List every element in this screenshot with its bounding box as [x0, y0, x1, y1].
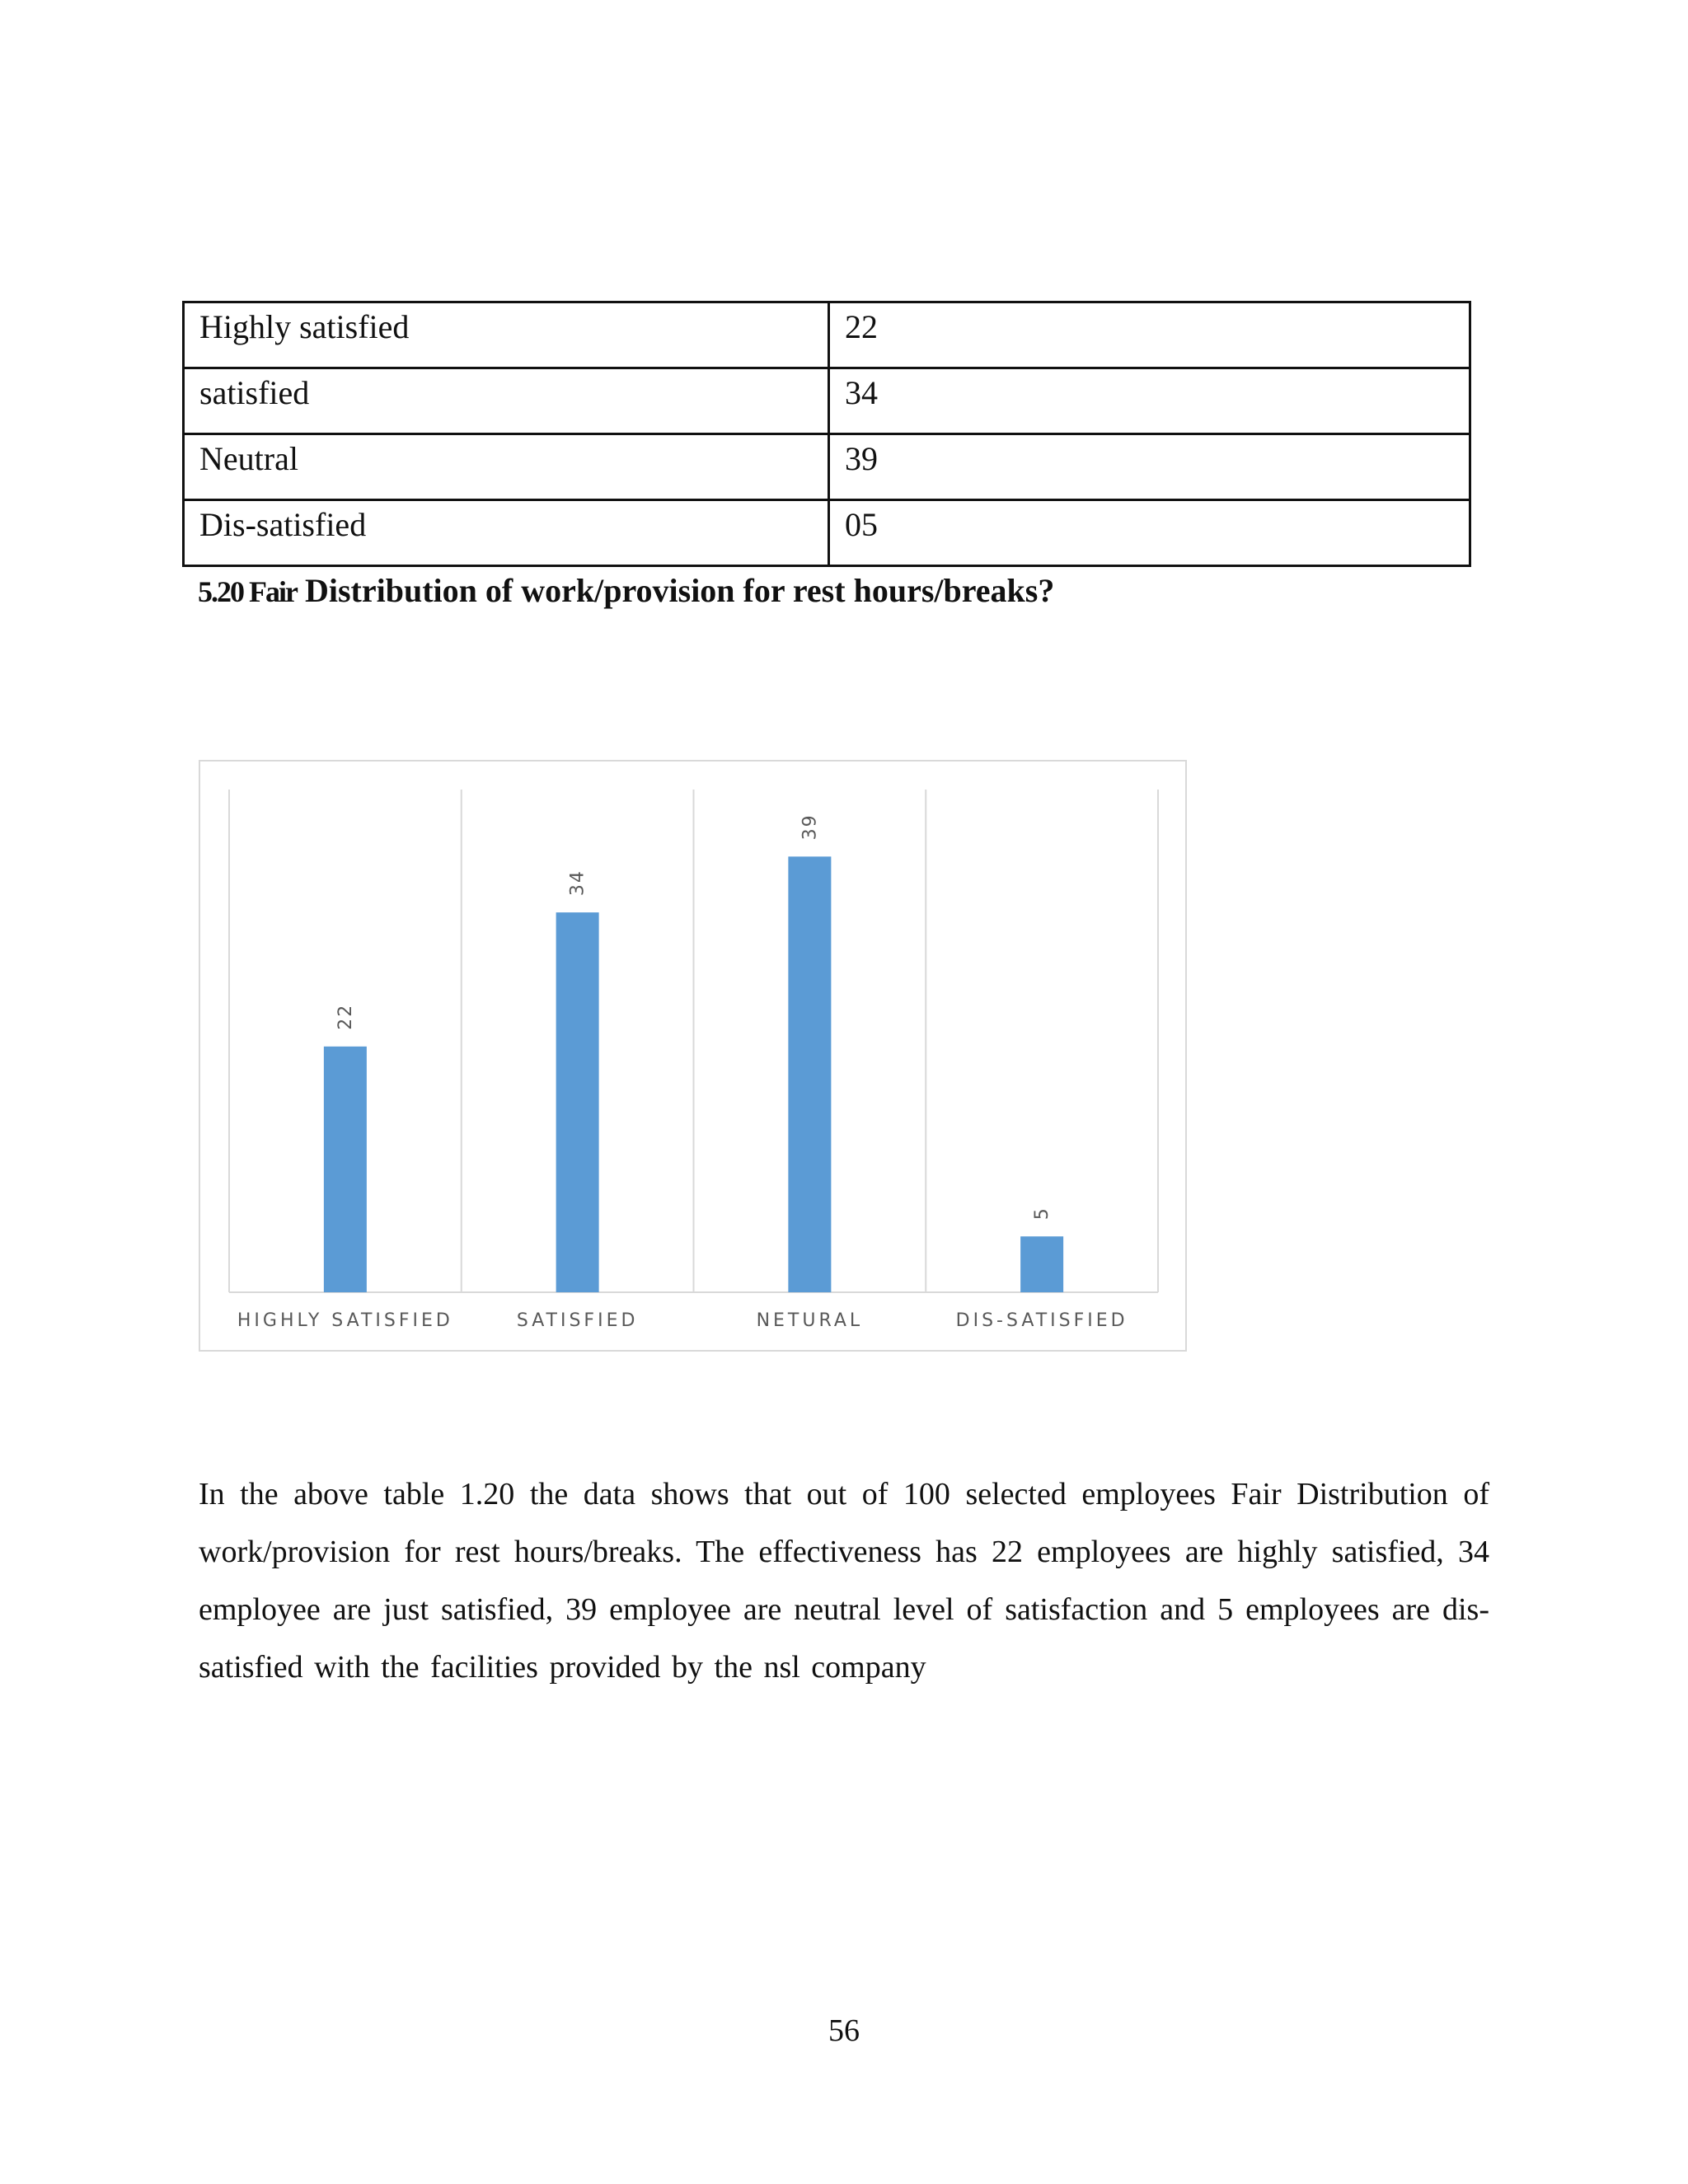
table-body — [184, 302, 1470, 566]
section-caption — [198, 569, 1054, 614]
bar — [556, 912, 599, 1292]
table-cell-label: Dis-satisfied — [184, 500, 829, 566]
bar — [788, 856, 831, 1292]
chart-svg — [200, 762, 1185, 1350]
table-cell-label: satisfied — [184, 368, 829, 434]
bar — [324, 1047, 367, 1292]
table-row — [184, 434, 1470, 500]
data-label: 39 — [799, 813, 821, 841]
data-label: 34 — [567, 869, 588, 897]
data-label: 5 — [1032, 1207, 1053, 1221]
table-cell-value: 22 — [829, 302, 1470, 368]
table-cell-value: 05 — [829, 500, 1470, 566]
table-cell-label: Neutral — [184, 434, 829, 500]
body-paragraph: In the above table 1.20 the data shows that out of 100 selected employees Fair Distribution of work/provision for rest hours/breaks. The effectiveness has 22 employees are highly satisfied, 34 employee are just satisfied, 39 employee are neutral level of satisfaction and 5 employees are dis-satisfied with the facilities provided by the nsl company — [199, 1477, 1489, 1685]
table-cell-value: 39 — [829, 434, 1470, 500]
category-label: SATISFIED — [516, 1310, 639, 1331]
category-label: DIS-SATISFIED — [955, 1310, 1128, 1331]
table-row — [184, 302, 1470, 368]
table-row — [184, 368, 1470, 434]
satisfaction-table — [182, 301, 1471, 567]
caption-number: 5.20 Fair — [198, 575, 297, 608]
page-number: 56 — [828, 2013, 860, 2048]
table-cell-label: Highly satisfied — [184, 302, 829, 368]
table-row — [184, 500, 1470, 566]
bar-chart — [199, 760, 1187, 1352]
bar — [1020, 1236, 1063, 1292]
category-label: HIGHLY SATISFIED — [237, 1310, 453, 1331]
caption-text: Distribution of work/provision for rest hours/breaks? — [304, 572, 1055, 609]
table-cell-value: 34 — [829, 368, 1470, 434]
category-label: NETURAL — [756, 1310, 864, 1331]
data-label: 22 — [335, 1003, 356, 1030]
